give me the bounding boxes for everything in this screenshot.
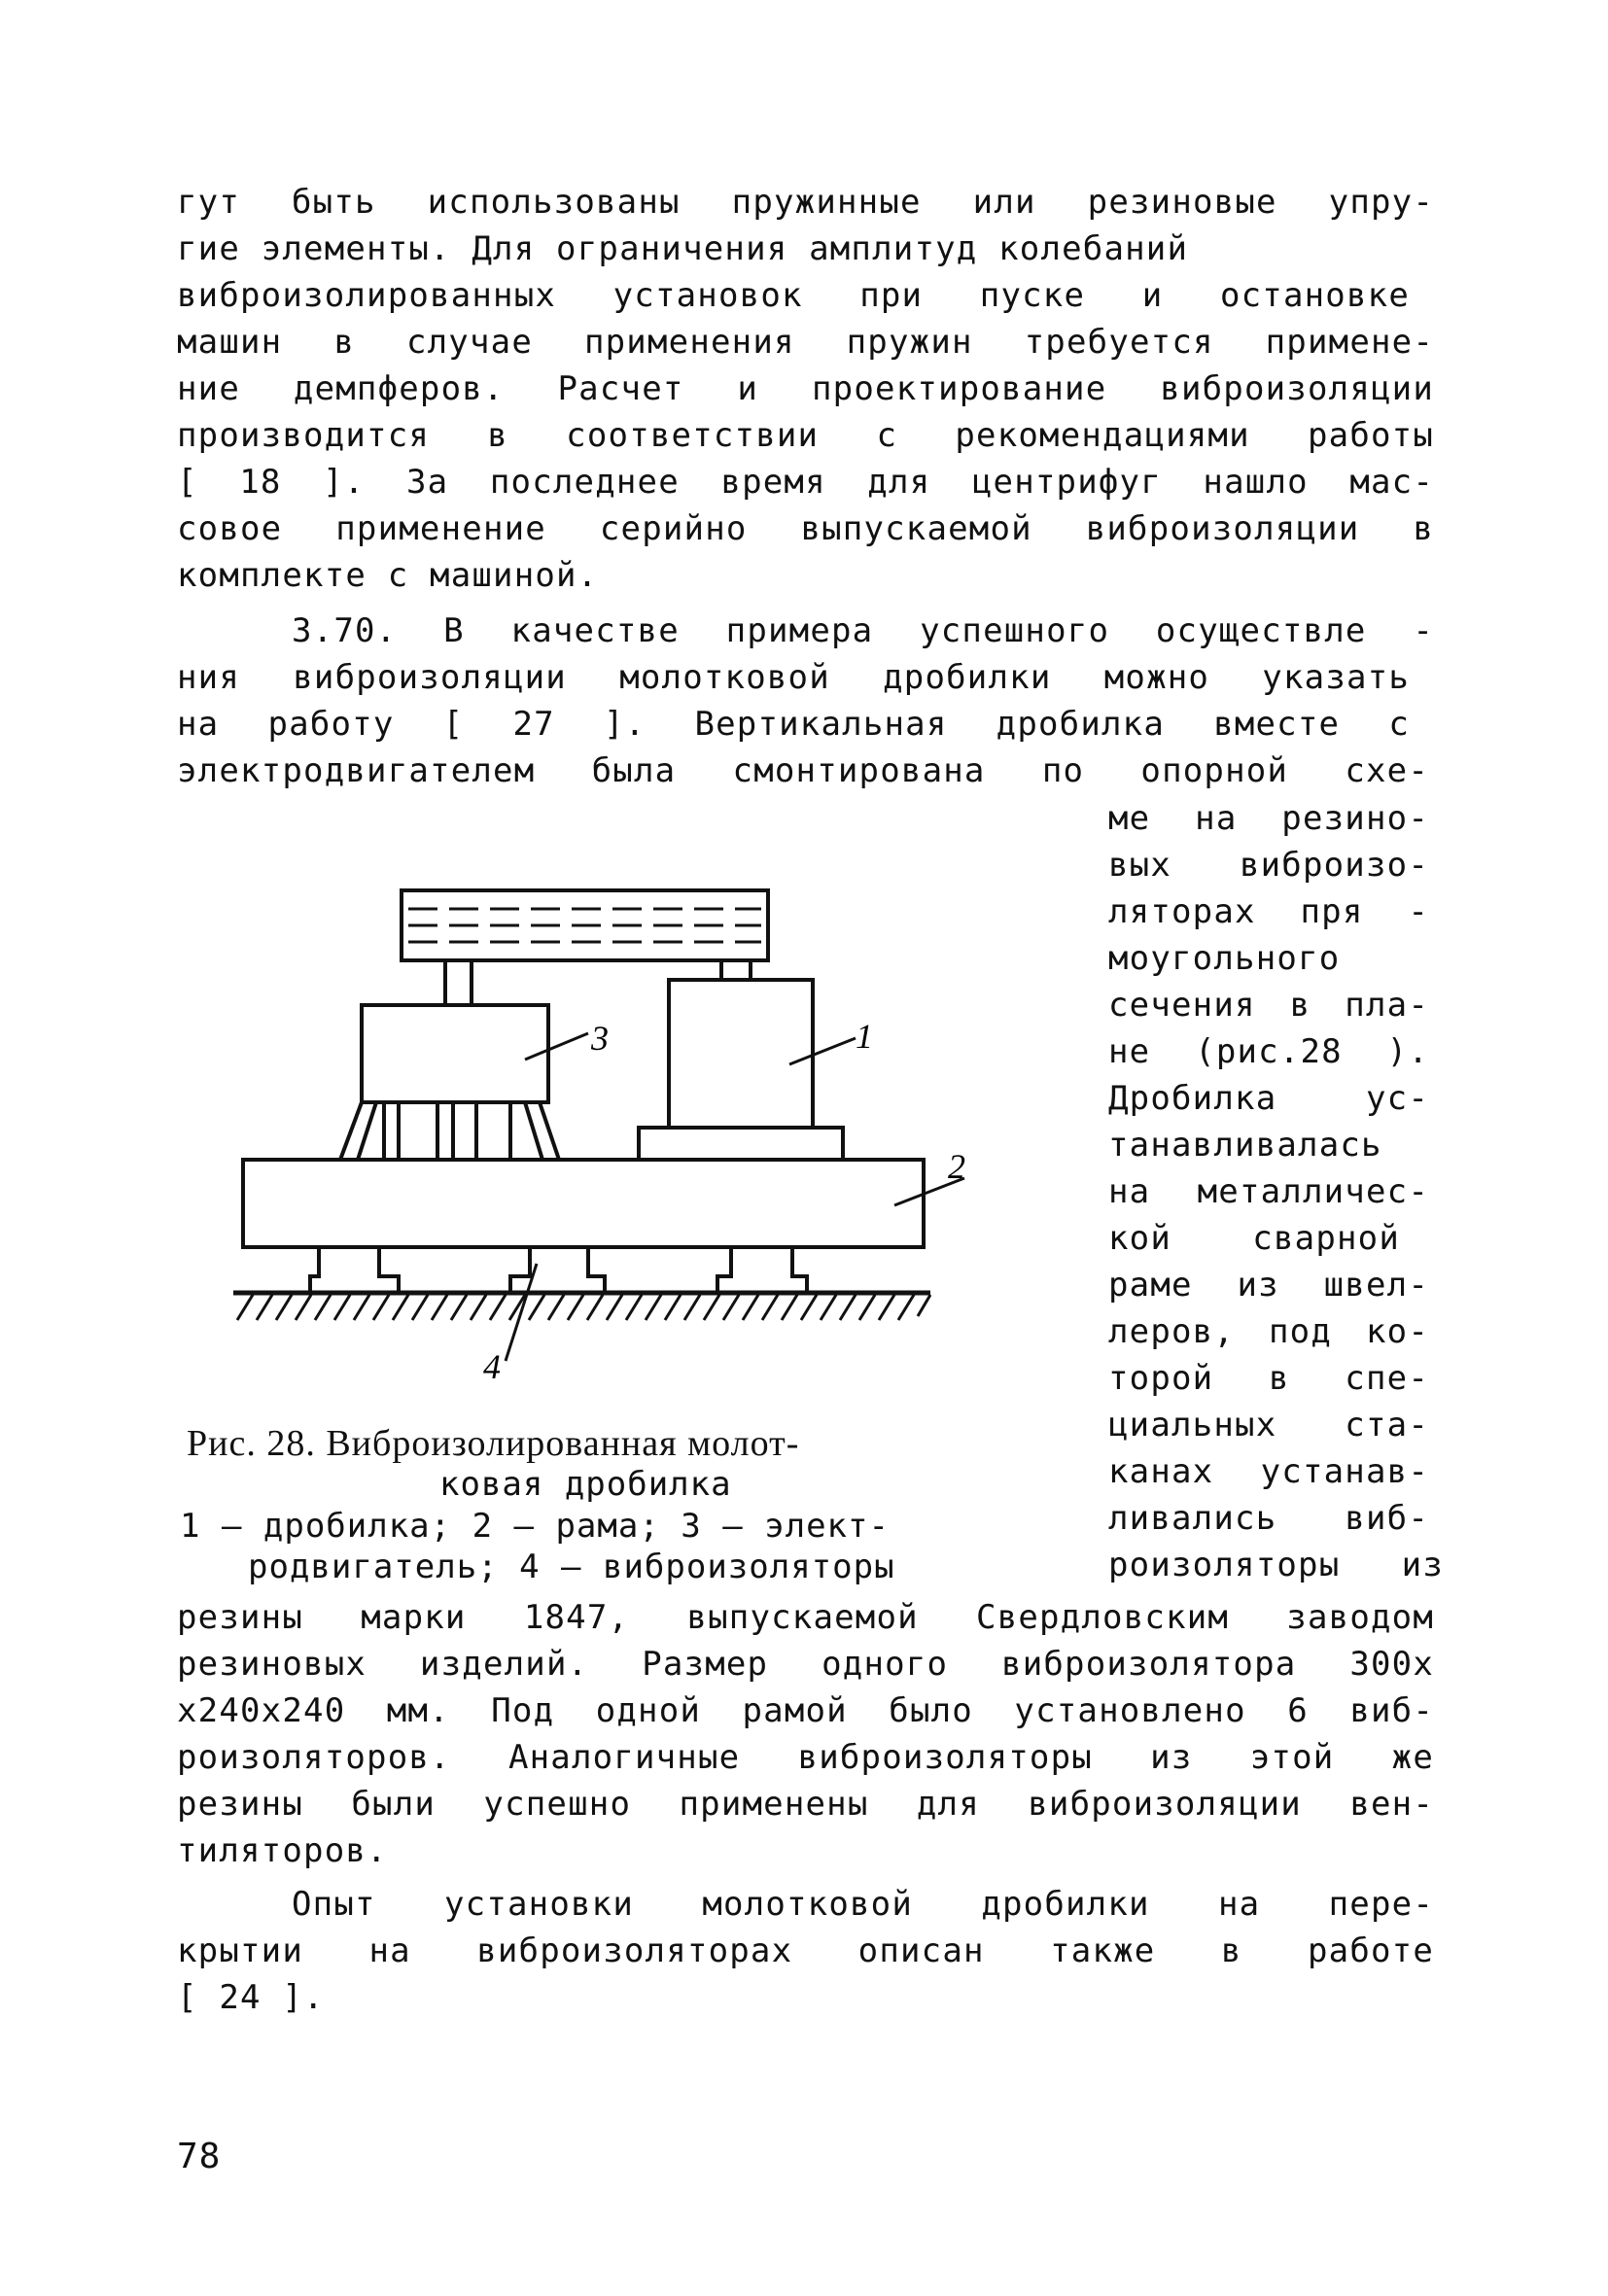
text-line: ния виброизоляции молотковой дробилки можно указать: [177, 658, 1410, 697]
text-line: х240х240 мм. Под одной рамой было установлено 6 виб-: [177, 1691, 1434, 1730]
text-line: крытии на виброизоляторах описан также в работе: [177, 1931, 1434, 1970]
text-line: торой в спе-: [1108, 1359, 1429, 1398]
text-line: роизоляторов. Аналогичные виброизоляторы из этой же: [177, 1738, 1434, 1777]
text-line: леров, под ко-: [1108, 1312, 1429, 1351]
label-3: 3: [591, 1019, 609, 1058]
text-line: роизоляторы из: [1108, 1546, 1444, 1584]
caption-title-cont: ковая дробилка: [439, 1465, 732, 1504]
text-line: на металличес-: [1108, 1172, 1429, 1211]
text-line: канах устанав-: [1108, 1452, 1429, 1491]
text-line: производится в соответствии с рекомендациями работы: [177, 416, 1434, 455]
text-line: раме из швел-: [1108, 1266, 1429, 1305]
text-line: комплекте с машиной.: [177, 556, 599, 595]
text-line: электродвигателем была смонтирована по опорной схе-: [177, 751, 1429, 790]
text-line: Дробилка ус-: [1108, 1079, 1429, 1118]
text-line: [ 24 ].: [177, 1978, 325, 2017]
text-line: сечения в пла-: [1108, 986, 1429, 1025]
text-line: циальных ста-: [1108, 1406, 1429, 1444]
crusher-base: [639, 1128, 843, 1160]
label-4: 4: [483, 1347, 501, 1386]
text-line: резиновых изделий. Размер одного виброизолятора 300х: [177, 1645, 1434, 1684]
text-line: тиляторов.: [177, 1831, 388, 1870]
text-line: гут быть использованы пружинные или резиновые упру-: [177, 183, 1434, 222]
text-line: ливались виб-: [1108, 1499, 1429, 1538]
vibration-isolators: [310, 1247, 807, 1293]
caption-legend: 1 – дробилка; 2 – рама; 3 – элект-: [180, 1507, 890, 1546]
text-line: [ 18 ]. За последнее время для центрифуг нашло мас-: [177, 463, 1434, 502]
text-line: ние демпферов. Расчет и проектирование виброизоляции: [177, 369, 1434, 408]
text-line: не (рис.28 ).: [1108, 1032, 1429, 1071]
text-line: кой сварной: [1108, 1219, 1400, 1258]
text-line: танавливалась: [1108, 1126, 1382, 1165]
text-line: гие элементы. Для ограничения амплитуд колебаний: [177, 229, 1189, 268]
frame: [243, 1160, 924, 1247]
electric-motor: [362, 1005, 548, 1102]
label-2: 2: [948, 1147, 965, 1186]
text-line: совое применение серийно выпускаемой виброизоляции в: [177, 509, 1434, 548]
figure-28-drawing: [224, 870, 965, 1395]
page-number: 78: [177, 2137, 222, 2176]
text-line: ме на резино-: [1108, 799, 1429, 838]
caption-legend-cont: родвигатель; 4 – виброизоляторы: [248, 1548, 895, 1586]
crusher: [669, 980, 813, 1128]
text-line: моугольного: [1108, 939, 1341, 978]
text-line: виброизолированных установок при пуске и остановке: [177, 276, 1410, 315]
text-line: ляторах пря -: [1108, 892, 1429, 931]
text-line: 3.70. В качестве примера успешного осуществле -: [292, 611, 1434, 650]
text-line: вых виброизо-: [1108, 846, 1429, 885]
text-line: резины марки 1847, выпускаемой Свердловским заводом: [177, 1598, 1434, 1637]
label-1: 1: [856, 1017, 873, 1056]
text-line: на работу [ 27 ]. Вертикальная дробилка вместе с: [177, 705, 1410, 744]
ground-hatching: [237, 1295, 930, 1320]
text-line: резины были успешно применены для виброизоляции вен-: [177, 1785, 1434, 1824]
caption-title: Рис. 28. Виброизолированная молот-: [187, 1423, 800, 1464]
text-line: Опыт установки молотковой дробилки на пере-: [292, 1885, 1434, 1924]
text-line: машин в случае применения пружин требуется примене-: [177, 323, 1434, 362]
